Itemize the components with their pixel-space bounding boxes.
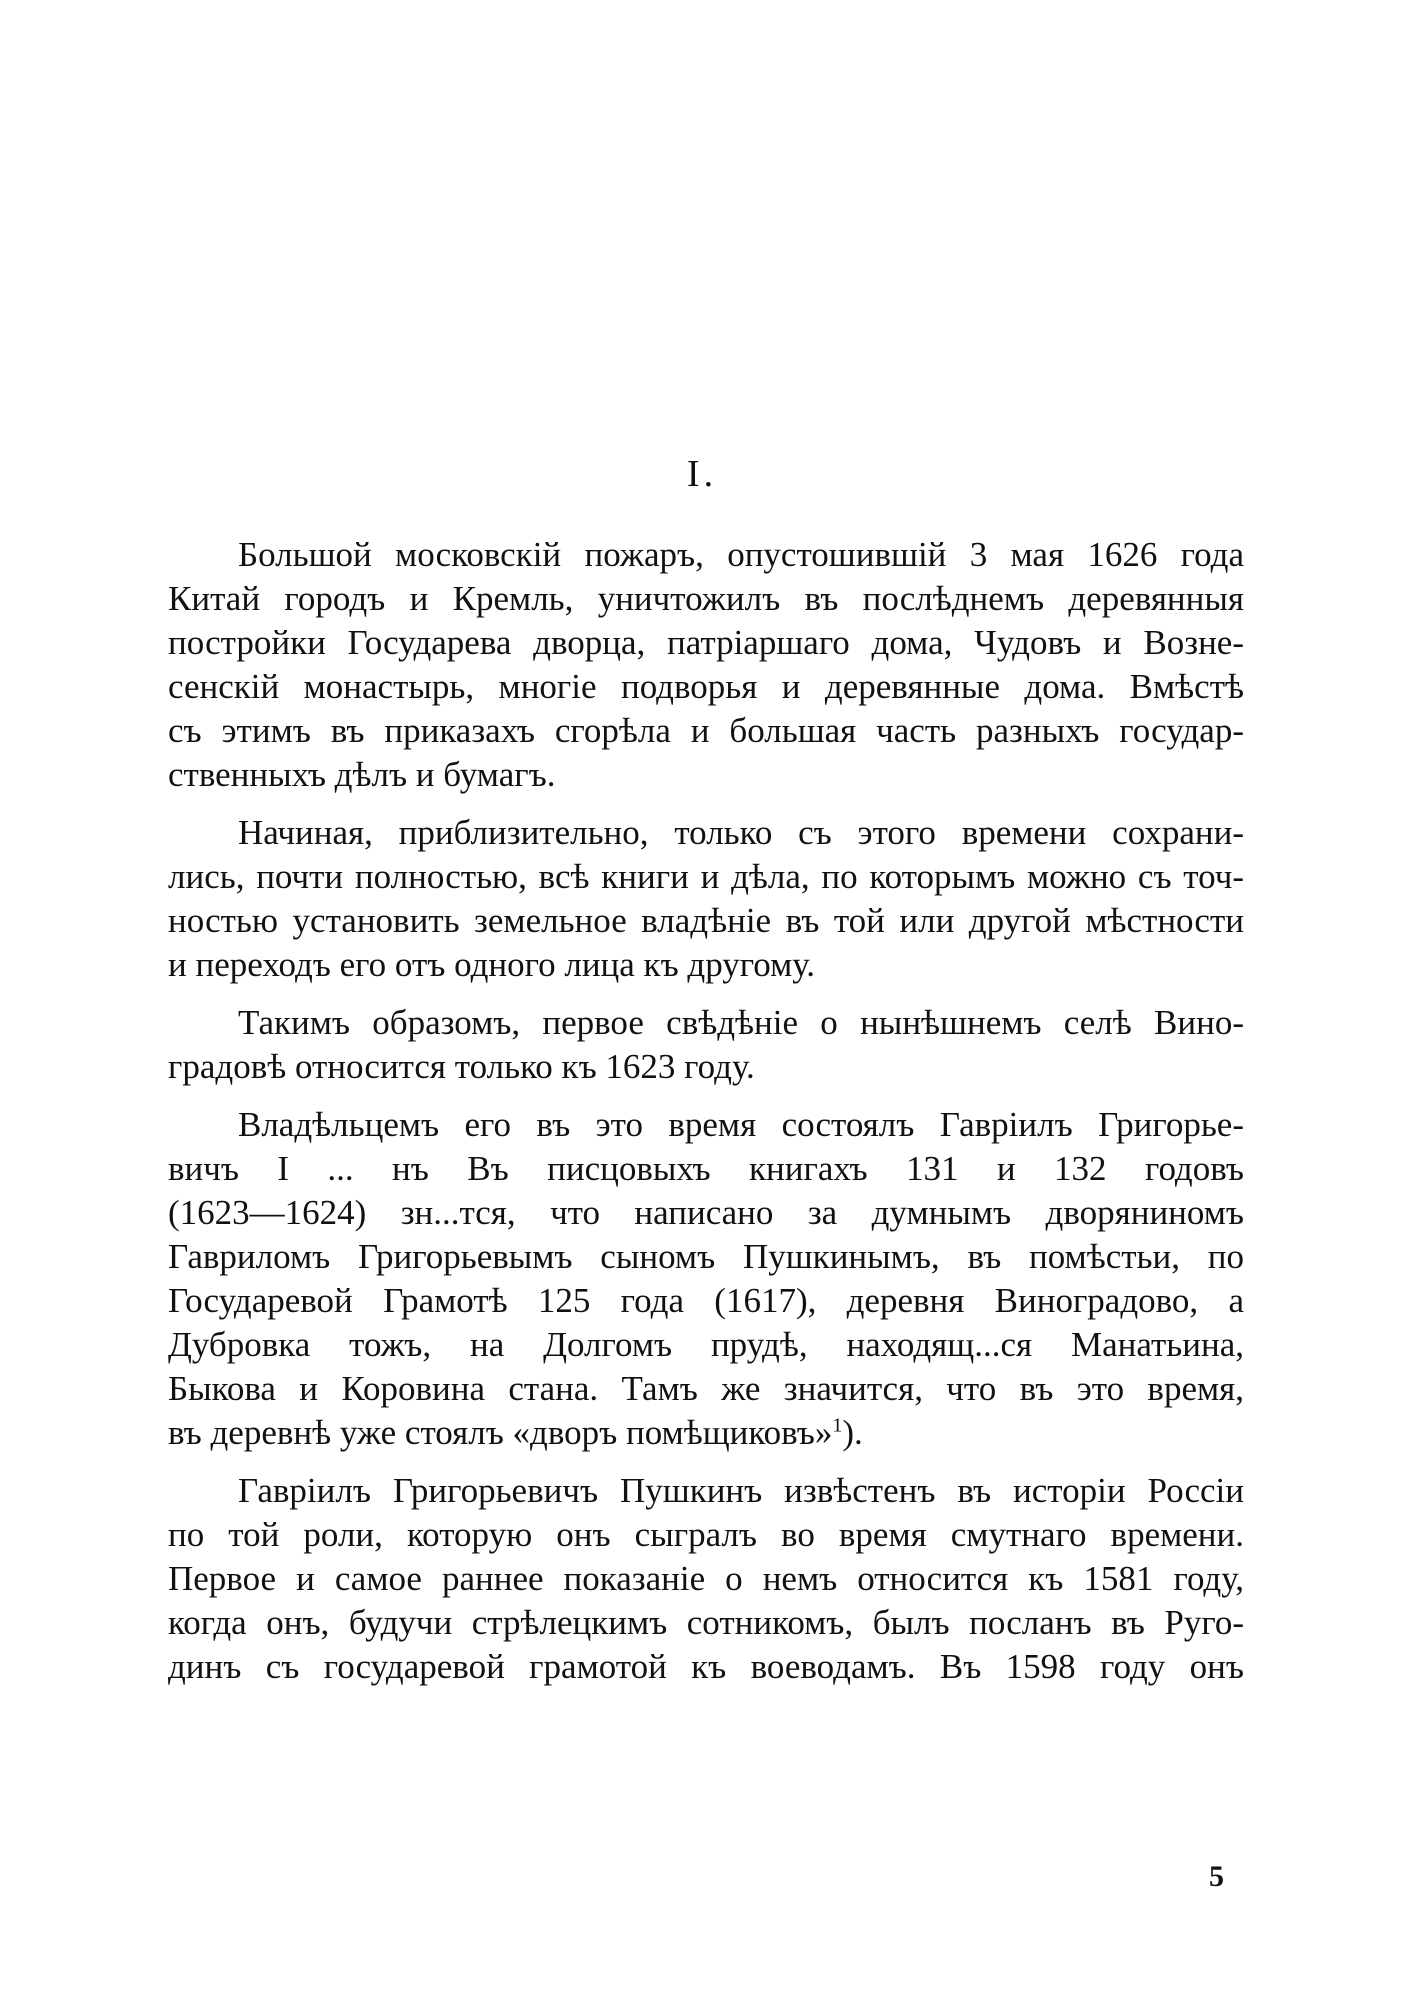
text-line: ственныхъ дѣлъ и бумагъ. [168,755,556,794]
page-number: 5 [1209,1860,1224,1893]
text-line: Большой московскій пожаръ, опустошившій 3 мая 1626 года [238,535,1244,574]
text-line: съ этимъ въ приказахъ сгорѣла и большая часть разныхъ государ- [168,711,1244,750]
text-line: градовѣ относится только къ 1623 году. [168,1047,755,1086]
text-line: Дубровка тожъ, на Долгомъ прудѣ, находящ...ся Манатьина, [168,1325,1244,1364]
text-line: по той роли, которую онъ сыгралъ во время смутнаго времени. [168,1515,1244,1554]
text-line: постройки Государева дворца, патріаршаго дома, Чудовъ и Возне- [168,623,1244,662]
text-line: лись, почти полностью, всѣ книги и дѣла, по которымъ можно съ точ- [168,857,1244,896]
text-line: и переходъ его отъ одного лица къ другому. [168,945,815,984]
text-line: когда онъ, будучи стрѣлецкимъ сотникомъ, былъ посланъ въ Руго- [168,1603,1244,1642]
text-line: ностью установить земельное владѣніе въ той или другой мѣстности [168,901,1244,940]
text-line: вичъ I ... нъ Въ писцовыхъ книгахъ 131 и 132 годовъ [168,1149,1244,1188]
text-line: Первое и самое раннее показаніе о немъ относится къ 1581 году, [168,1559,1244,1598]
body-text [168,533,1244,1689]
text-line-content: въ деревнѣ уже стоялъ «дворъ помѣщиковъ» [168,1413,833,1452]
footnote-reference: 1 [832,1414,843,1437]
text-line: Быкова и Коровина стана. Тамъ же значится, что въ это время, [168,1369,1244,1408]
text-line: Государевой Грамотѣ 125 года (1617), деревня Виноградово, а [168,1281,1244,1320]
text-line: Владѣльцемъ его въ это время состоялъ Гавріилъ Григорье- [238,1105,1244,1144]
chapter-heading: I. [686,453,718,495]
text-line: сенскій монастырь, многіе подворья и деревянные дома. Вмѣстѣ [168,667,1244,706]
text-line: Такимъ образомъ, первое свѣдѣніе о нынѣшнемъ селѣ Вино- [238,1003,1244,1042]
text-line: динъ съ государевой грамотой къ воеводамъ. Въ 1598 году онъ [168,1647,1244,1686]
text-line: Гавриломъ Григорьевымъ сыномъ Пушкинымъ, въ помѣстьи, по [168,1237,1244,1276]
text-line: Гавріилъ Григорьевичъ Пушкинъ извѣстенъ въ исторіи Россіи [238,1471,1244,1510]
text-line-tail: ). [842,1413,863,1452]
text-line-with-footnote [168,1411,1244,1455]
text-line: (1623—1624) зн...тся, что написано за думнымъ дворяниномъ [168,1193,1244,1232]
text-line: Начиная, приблизительно, только съ этого времени сохрани- [238,813,1244,852]
text-line: Китай городъ и Кремль, уничтожилъ въ послѣднемъ деревянныя [168,579,1244,618]
